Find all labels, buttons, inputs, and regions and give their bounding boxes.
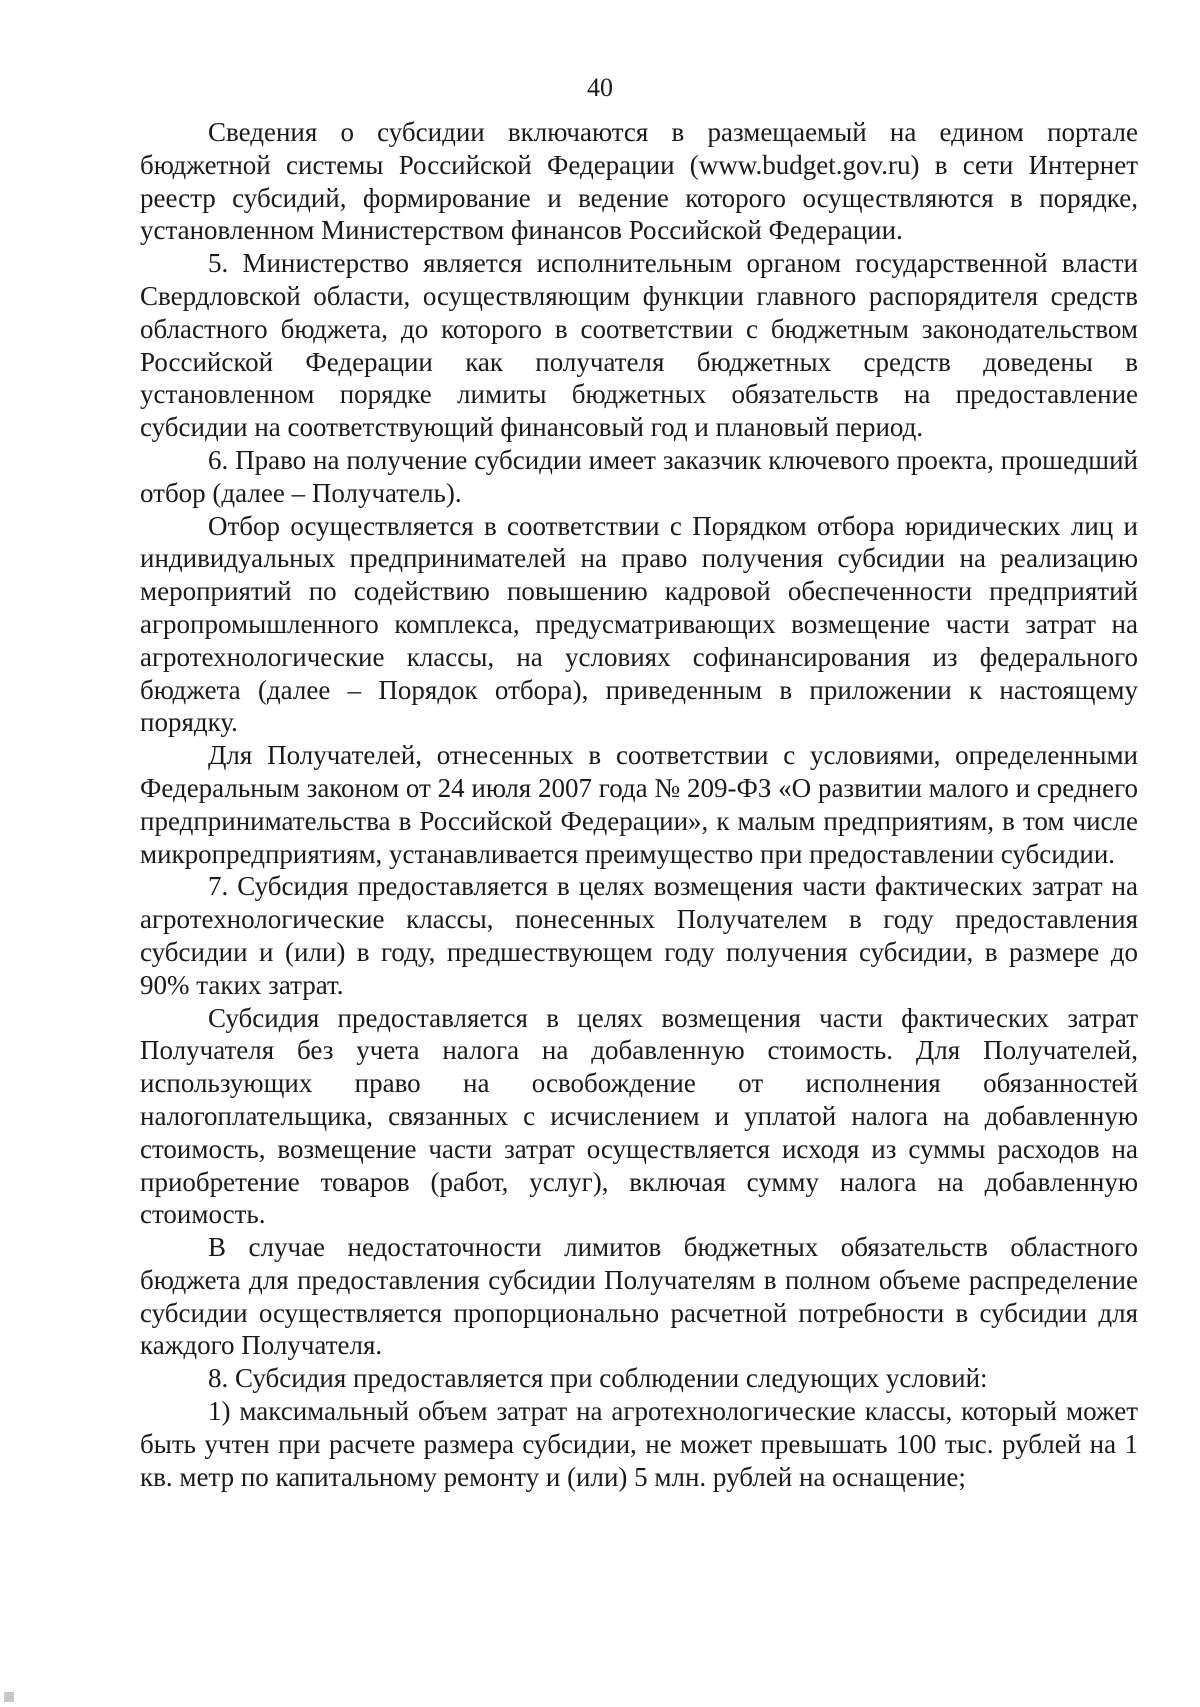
scan-artifact xyxy=(4,1692,14,1702)
paragraph-vat: Субсидия предоставляется в целях возмещения части фактических затрат Получателя без учета налога на добавленную стоимость. Для Получателей, использующих право на освобождение от исполнения обязанностей налогоплательщика, связанных с исчислением и уплатой налога на добавленную стоимость, возмещение части затрат осуществляется исходя из суммы расходов на приобретение товаров (работ, услуг), включая сумму налога на добавленную стоимость. xyxy=(140,1002,1138,1230)
paragraph-item-7: 7. Субсидия предоставляется в целях возмещения части фактических затрат на агротехнологические классы, понесенных Получателем в году предоставления субсидии и (или) в году, предшествующем году получения субсидии, в размере до 90% таких затрат. xyxy=(140,871,1138,1000)
paragraph-selection: Отбор осуществляется в соответствии с Порядком отбора юридических лиц и индивидуальных предпринимателей на право получения субсидии на реализацию мероприятий по содействию повышению кадровой обеспеченности предприятий агропромышленного комплекса, предусматривающих возмещение части затрат на агротехнологические классы, на условиях софинансирования из федерального бюджета (далее – Порядок отбора), приведенным в приложении к настоящему порядку. xyxy=(140,510,1138,738)
paragraph-insufficient-limits: В случае недостаточности лимитов бюджетных обязательств областного бюджета для предоставления субсидии Получателям в полном объеме распределение субсидии осуществляется пропорционально расчетной потребности в субсидии для каждого Получателя. xyxy=(140,1232,1138,1361)
paragraph-item-8: 8. Субсидия предоставляется при соблюдении следующих условий: xyxy=(208,1363,988,1394)
paragraph-small-business: Для Получателей, отнесенных в соответствии с условиями, определенными Федеральным законом от 24 июля 2007 года № 209-ФЗ «О развитии малого и среднего предпринимательства в Российской Федерации», к малым предприятиям, в том числе микропредприятиям, устанавливается преимущество при предоставлении субсидии. xyxy=(140,740,1138,869)
page-number: 40 xyxy=(587,73,613,102)
paragraph-subsidy-registry: Сведения о субсидии включаются в размещаемый на едином портале бюджетной системы Российской Федерации (www.budget.gov.ru) в сети Интернет реестр субсидий, формирование и ведение которого осуществляются в порядке, установленном Министерством финансов Российской Федерации. xyxy=(140,117,1138,246)
paragraph-condition-1: 1) максимальный объем затрат на агротехнологические классы, который может быть учтен при расчете размера субсидии, не может превышать 100 тыс. рублей на 1 кв. метр по капитальному ремонту и (или) 5 млн. рублей на оснащение; xyxy=(140,1396,1138,1492)
paragraph-item-5: 5. Министерство является исполнительным органом государственной власти Свердловской области, осуществляющим функции главного распорядителя средств областного бюджета, до которого в соответствии с бюджетным законодательством Российской Федерации как получателя бюджетных средств доведены в установленном порядке лимиты бюджетных обязательств на предоставление субсидии на соответствующий финансовый год и плановый период. xyxy=(140,248,1138,443)
paragraph-item-6: 6. Право на получение субсидии имеет заказчик ключевого проекта, прошедший отбор (далее – Получатель). xyxy=(140,444,1138,508)
document-body xyxy=(140,116,1138,1493)
